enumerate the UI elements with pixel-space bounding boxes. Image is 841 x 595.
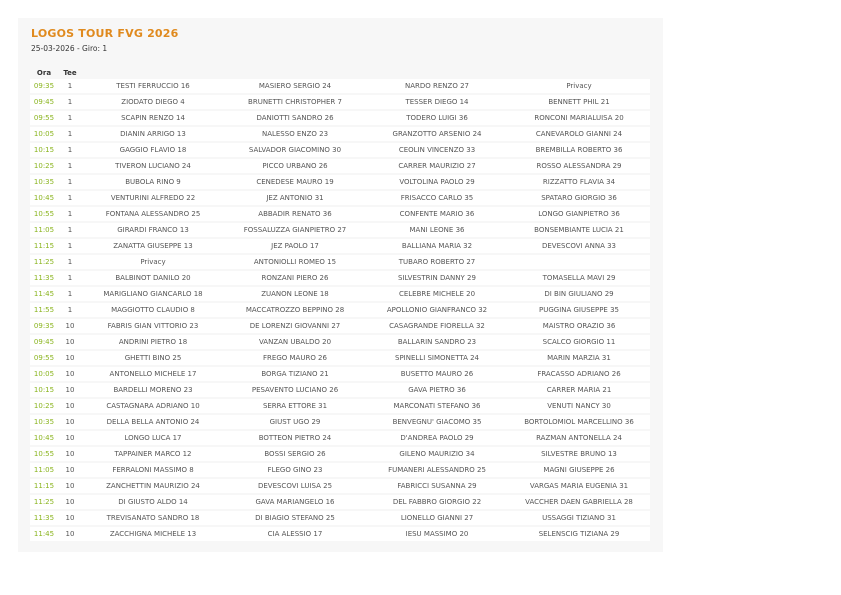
player-1: LONGO LUCA 17 [82, 431, 224, 447]
tee-number: 10 [58, 495, 82, 511]
tee-time: 09:55 [30, 111, 58, 127]
player-1: GAGGIO FLAVIO 18 [82, 143, 224, 159]
player-4: PUGGINA GIUSEPPE 35 [508, 303, 650, 319]
page-subtitle: 25-03-2026 - Giro: 1 [31, 44, 108, 53]
tee-time: 09:45 [30, 95, 58, 111]
player-4: CARRER MARIA 21 [508, 383, 650, 399]
tee-number: 1 [58, 207, 82, 223]
tee-number: 10 [58, 383, 82, 399]
player-2: MASIERO SERGIO 24 [224, 79, 366, 95]
tee-time: 10:55 [30, 447, 58, 463]
table-row [30, 447, 650, 463]
player-1: BUBOLA RINO 9 [82, 175, 224, 191]
player-3: TODERO LUIGI 36 [366, 111, 508, 127]
table-row [30, 207, 650, 223]
tee-number: 1 [58, 303, 82, 319]
table-row [30, 143, 650, 159]
player-2: RONZANI PIERO 26 [224, 271, 366, 287]
player-3: FUMANERI ALESSANDRO 25 [366, 463, 508, 479]
table-row [30, 287, 650, 303]
player-3: D'ANDREA PAOLO 29 [366, 431, 508, 447]
table-body [30, 79, 650, 543]
tee-number: 1 [58, 223, 82, 239]
player-3: BUSETTO MAURO 26 [366, 367, 508, 383]
player-4: RIZZATTO FLAVIA 34 [508, 175, 650, 191]
player-1: CASTAGNARA ADRIANO 10 [82, 399, 224, 415]
player-4: ROSSO ALESSANDRA 29 [508, 159, 650, 175]
player-1: BARDELLI MORENO 23 [82, 383, 224, 399]
player-3: CARRER MAURIZIO 27 [366, 159, 508, 175]
player-2: GIUST UGO 29 [224, 415, 366, 431]
table-row [30, 527, 650, 543]
tee-number: 10 [58, 319, 82, 335]
player-2: BOSSI SERGIO 26 [224, 447, 366, 463]
player-3: GRANZOTTO ARSENIO 24 [366, 127, 508, 143]
player-3: FABRICCI SUSANNA 29 [366, 479, 508, 495]
player-3: CEOLIN VINCENZO 33 [366, 143, 508, 159]
tee-number: 10 [58, 415, 82, 431]
player-3: NARDO RENZO 27 [366, 79, 508, 95]
player-4: VACCHER DAEN GABRIELLA 28 [508, 495, 650, 511]
player-3: TESSER DIEGO 14 [366, 95, 508, 111]
tee-time: 11:25 [30, 495, 58, 511]
tee-number: 1 [58, 271, 82, 287]
tee-number: 10 [58, 479, 82, 495]
player-2: BORGA TIZIANO 21 [224, 367, 366, 383]
player-1: FABRIS GIAN VITTORIO 23 [82, 319, 224, 335]
table-row [30, 351, 650, 367]
tee-time: 11:55 [30, 303, 58, 319]
tee-time: 11:15 [30, 479, 58, 495]
player-1: VENTURINI ALFREDO 22 [82, 191, 224, 207]
tee-number: 1 [58, 111, 82, 127]
table-row [30, 335, 650, 351]
player-4: DEVESCOVI ANNA 33 [508, 239, 650, 255]
page-title: LOGOS TOUR FVG 2026 [31, 27, 179, 40]
player-1: DIANIN ARRIGO 13 [82, 127, 224, 143]
tee-number: 1 [58, 239, 82, 255]
column-header-tee: Tee [63, 69, 77, 77]
table-row [30, 319, 650, 335]
player-2: BOTTEON PIETRO 24 [224, 431, 366, 447]
table-row [30, 127, 650, 143]
player-2: DEVESCOVI LUISA 25 [224, 479, 366, 495]
player-2: PESAVENTO LUCIANO 26 [224, 383, 366, 399]
tee-number: 10 [58, 527, 82, 543]
table-row [30, 255, 650, 271]
player-1: GHETTI BINO 25 [82, 351, 224, 367]
player-3: CELEBRE MICHELE 20 [366, 287, 508, 303]
tee-number: 1 [58, 127, 82, 143]
player-1: Privacy [82, 255, 224, 271]
tee-time: 10:35 [30, 175, 58, 191]
tee-time: 10:25 [30, 159, 58, 175]
tee-time: 10:35 [30, 415, 58, 431]
tee-number: 10 [58, 367, 82, 383]
player-3: IESU MASSIMO 20 [366, 527, 508, 543]
table-row [30, 191, 650, 207]
player-3: FRISACCO CARLO 35 [366, 191, 508, 207]
player-2: PICCO URBANO 26 [224, 159, 366, 175]
player-1: ZACCHIGNA MICHELE 13 [82, 527, 224, 543]
player-3: GAVA PIETRO 36 [366, 383, 508, 399]
schedule-card [18, 18, 663, 552]
tee-number: 1 [58, 175, 82, 191]
tee-number: 10 [58, 447, 82, 463]
player-3: BALLIANA MARIA 32 [366, 239, 508, 255]
player-3: MANI LEONE 36 [366, 223, 508, 239]
table-row [30, 239, 650, 255]
player-3: LIONELLO GIANNI 27 [366, 511, 508, 527]
tee-time: 11:05 [30, 223, 58, 239]
table-row [30, 111, 650, 127]
player-4: VARGAS MARIA EUGENIA 31 [508, 479, 650, 495]
tee-number: 10 [58, 431, 82, 447]
table-row [30, 415, 650, 431]
player-2: ANTONIOLLI ROMEO 15 [224, 255, 366, 271]
player-3: GILENO MAURIZIO 34 [366, 447, 508, 463]
player-1: ANDRINI PIETRO 18 [82, 335, 224, 351]
player-3: BALLARIN SANDRO 23 [366, 335, 508, 351]
table-row [30, 175, 650, 191]
player-1: MAGGIOTTO CLAUDIO 8 [82, 303, 224, 319]
player-4: LONGO GIANPIETRO 36 [508, 207, 650, 223]
table-row [30, 463, 650, 479]
player-3: BENVEGNU' GIACOMO 35 [366, 415, 508, 431]
player-2: DI BIAGIO STEFANO 25 [224, 511, 366, 527]
table-row [30, 431, 650, 447]
tee-time: 10:45 [30, 431, 58, 447]
player-4: RAZMAN ANTONELLA 24 [508, 431, 650, 447]
player-2: NALESSO ENZO 23 [224, 127, 366, 143]
player-4: SPATARO GIORGIO 36 [508, 191, 650, 207]
player-1: SCAPIN RENZO 14 [82, 111, 224, 127]
player-1: TAPPAINER MARCO 12 [82, 447, 224, 463]
tee-time: 09:55 [30, 351, 58, 367]
player-1: MARIGLIANO GIANCARLO 18 [82, 287, 224, 303]
player-3: APOLLONIO GIANFRANCO 32 [366, 303, 508, 319]
column-header-player-1 [82, 67, 224, 79]
player-3: SILVESTRIN DANNY 29 [366, 271, 508, 287]
tee-number: 1 [58, 95, 82, 111]
table-row [30, 79, 650, 95]
table-row [30, 399, 650, 415]
player-2: SALVADOR GIACOMINO 30 [224, 143, 366, 159]
player-1: FONTANA ALESSANDRO 25 [82, 207, 224, 223]
player-4: MAGNI GIUSEPPE 26 [508, 463, 650, 479]
player-2: VANZAN UBALDO 20 [224, 335, 366, 351]
tee-time: 11:35 [30, 271, 58, 287]
player-1: FERRALONI MASSIMO 8 [82, 463, 224, 479]
player-2: CIA ALESSIO 17 [224, 527, 366, 543]
table-row [30, 271, 650, 287]
table-row [30, 383, 650, 399]
player-3: MARCONATI STEFANO 36 [366, 399, 508, 415]
player-3: CONFENTE MARIO 36 [366, 207, 508, 223]
tee-time: 11:35 [30, 511, 58, 527]
tee-time: 11:45 [30, 527, 58, 543]
player-3: CASAGRANDE FIORELLA 32 [366, 319, 508, 335]
player-2: FLEGO GINO 23 [224, 463, 366, 479]
player-2: CENEDESE MAURO 19 [224, 175, 366, 191]
player-3: TUBARO ROBERTO 27 [366, 255, 508, 271]
tee-time: 11:05 [30, 463, 58, 479]
player-4: FRACASSO ADRIANO 26 [508, 367, 650, 383]
column-header-ora: Ora [36, 69, 52, 77]
tee-time: 10:05 [30, 367, 58, 383]
tee-time: 09:45 [30, 335, 58, 351]
tee-time: 11:45 [30, 287, 58, 303]
tee-time: 10:05 [30, 127, 58, 143]
player-4: MARIN MARZIA 31 [508, 351, 650, 367]
tee-time: 10:45 [30, 191, 58, 207]
player-4: CANEVAROLO GIANNI 24 [508, 127, 650, 143]
player-2: FOSSALUZZA GIANPIETRO 27 [224, 223, 366, 239]
player-1: TREVISANATO SANDRO 18 [82, 511, 224, 527]
table-header-row [30, 67, 650, 79]
table-row [30, 479, 650, 495]
player-4: SCALCO GIORGIO 11 [508, 335, 650, 351]
player-2: GAVA MARIANGELO 16 [224, 495, 366, 511]
player-4: BREMBILLA ROBERTO 36 [508, 143, 650, 159]
player-2: BRUNETTI CHRISTOPHER 7 [224, 95, 366, 111]
column-header-player-4 [508, 67, 650, 79]
player-2: MACCATROZZO BEPPINO 28 [224, 303, 366, 319]
tee-time-table [30, 67, 650, 543]
tee-number: 10 [58, 511, 82, 527]
table-row [30, 223, 650, 239]
table-row [30, 495, 650, 511]
player-4: Privacy [508, 79, 650, 95]
tee-number: 1 [58, 255, 82, 271]
player-4: TOMASELLA MAVI 29 [508, 271, 650, 287]
player-4: RONCONI MARIALUISA 20 [508, 111, 650, 127]
player-2: FREGO MAURO 26 [224, 351, 366, 367]
player-3: DEL FABBRO GIORGIO 22 [366, 495, 508, 511]
player-4: BENNETT PHIL 21 [508, 95, 650, 111]
tee-number: 1 [58, 159, 82, 175]
player-1: GIRARDI FRANCO 13 [82, 223, 224, 239]
tee-time: 10:55 [30, 207, 58, 223]
table-row [30, 159, 650, 175]
player-2: JEZ ANTONIO 31 [224, 191, 366, 207]
tee-number: 10 [58, 399, 82, 415]
player-4 [508, 255, 650, 271]
player-2: ABBADIR RENATO 36 [224, 207, 366, 223]
player-1: ZANCHETTIN MAURIZIO 24 [82, 479, 224, 495]
player-2: JEZ PAOLO 17 [224, 239, 366, 255]
player-1: ZIODATO DIEGO 4 [82, 95, 224, 111]
tee-time: 09:35 [30, 319, 58, 335]
tee-number: 1 [58, 191, 82, 207]
table-row [30, 511, 650, 527]
player-4: MAISTRO ORAZIO 36 [508, 319, 650, 335]
player-4: BORTOLOMIOL MARCELLINO 36 [508, 415, 650, 431]
player-1: BALBINOT DANILO 20 [82, 271, 224, 287]
tee-number: 10 [58, 335, 82, 351]
player-3: VOLTOLINA PAOLO 29 [366, 175, 508, 191]
player-2: SERRA ETTORE 31 [224, 399, 366, 415]
tee-number: 1 [58, 287, 82, 303]
tee-number: 10 [58, 463, 82, 479]
column-header-player-2 [224, 67, 366, 79]
player-1: TIVERON LUCIANO 24 [82, 159, 224, 175]
player-3: SPINELLI SIMONETTA 24 [366, 351, 508, 367]
table-row [30, 303, 650, 319]
player-4: VENUTI NANCY 30 [508, 399, 650, 415]
player-4: DI BIN GIULIANO 29 [508, 287, 650, 303]
tee-time: 10:15 [30, 383, 58, 399]
player-2: DANIOTTI SANDRO 26 [224, 111, 366, 127]
player-1: TESTI FERRUCCIO 16 [82, 79, 224, 95]
player-1: ZANATTA GIUSEPPE 13 [82, 239, 224, 255]
player-4: SILVESTRE BRUNO 13 [508, 447, 650, 463]
column-header-player-3 [366, 67, 508, 79]
tee-number: 1 [58, 143, 82, 159]
tee-time: 10:25 [30, 399, 58, 415]
tee-number: 10 [58, 351, 82, 367]
player-4: SELENSCIG TIZIANA 29 [508, 527, 650, 543]
player-2: ZUANON LEONE 18 [224, 287, 366, 303]
player-1: DI GIUSTO ALDO 14 [82, 495, 224, 511]
table-row [30, 95, 650, 111]
player-2: DE LORENZI GIOVANNI 27 [224, 319, 366, 335]
player-1: DELLA BELLA ANTONIO 24 [82, 415, 224, 431]
tee-time: 11:25 [30, 255, 58, 271]
tee-number: 1 [58, 79, 82, 95]
player-1: ANTONELLO MICHELE 17 [82, 367, 224, 383]
table-row [30, 367, 650, 383]
tee-time: 11:15 [30, 239, 58, 255]
tee-time: 09:35 [30, 79, 58, 95]
tee-time: 10:15 [30, 143, 58, 159]
player-4: USSAGGI TIZIANO 31 [508, 511, 650, 527]
player-4: BONSEMBIANTE LUCIA 21 [508, 223, 650, 239]
